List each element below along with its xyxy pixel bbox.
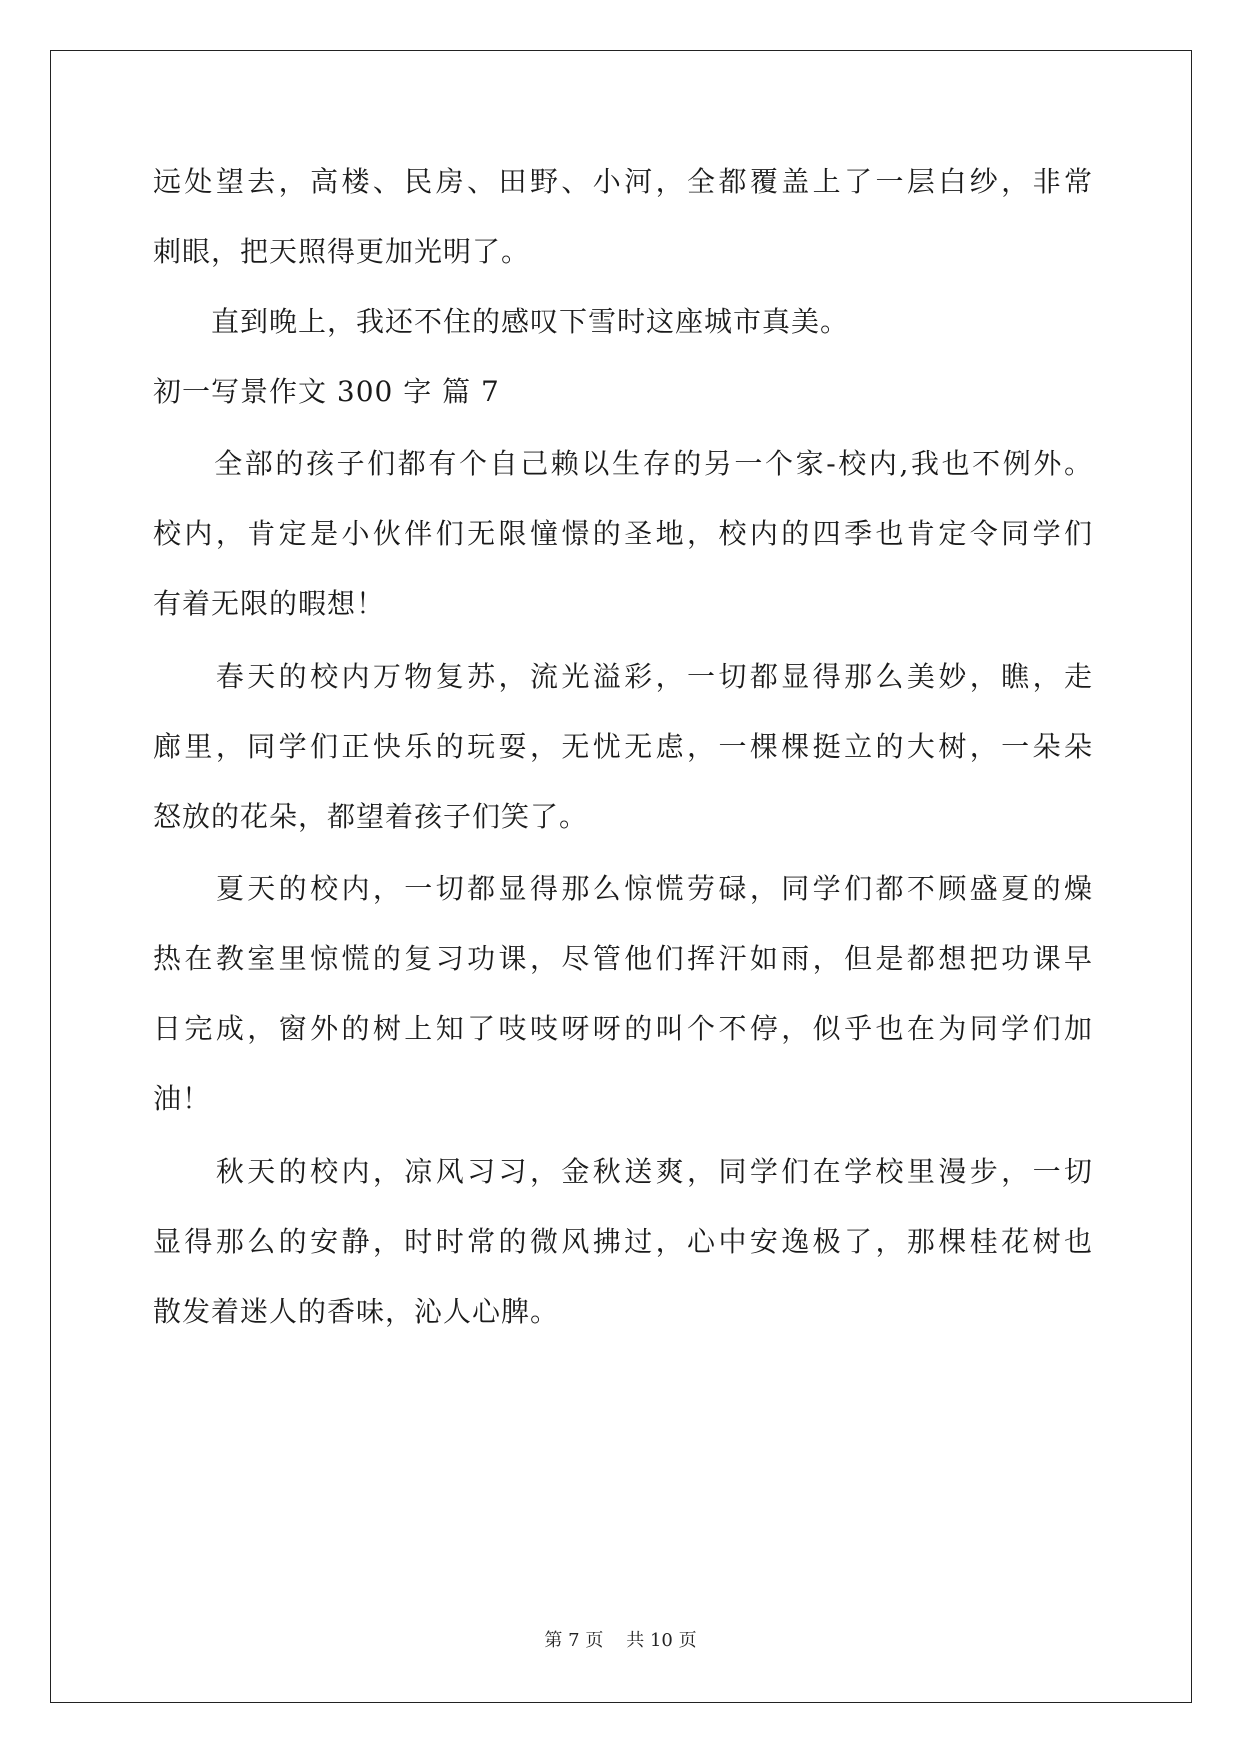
paragraph-line: 怒放的花朵，都望着孩子们笑了。 (153, 800, 589, 833)
paragraph-line: 刺眼，把天照得更加光明了。 (153, 235, 531, 268)
paragraph-line: 远处望去，高楼、民房、田野、小河，全都覆盖上了一层白纱，非常 (153, 165, 1093, 198)
paragraph-line: 油！ (153, 1082, 212, 1115)
paragraph-line: 廊里，同学们正快乐的玩耍，无忧无虑，一棵棵挺立的大树，一朵朵 (153, 730, 1093, 763)
paragraph-line: 全部的孩子们都有个自己赖以生存的另一个家-校内,我也不例外。 (153, 447, 1093, 480)
paragraph-line: 显得那么的安静，时时常的微风拂过，心中安逸极了，那棵桂花树也 (153, 1225, 1093, 1258)
section-heading: 初一写景作文 300 字 篇 7 (153, 375, 500, 408)
page-footer (0, 1629, 1241, 1653)
page-number-total: 共 10 页 (626, 1630, 697, 1651)
paragraph-line: 日完成，窗外的树上知了吱吱呀呀的叫个不停，似乎也在为同学们加 (153, 1012, 1093, 1045)
paragraph-line: 热在教室里惊慌的复习功课，尽管他们挥汗如雨，但是都想把功课早 (153, 942, 1093, 975)
paragraph-line: 散发着迷人的香味，沁人心脾。 (153, 1295, 560, 1328)
paragraph-line: 校内，肯定是小伙伴们无限憧憬的圣地，校内的四季也肯定令同学们 (153, 517, 1093, 550)
paragraph-line: 春天的校内万物复苏，流光溢彩，一切都显得那么美妙，瞧，走 (153, 660, 1093, 693)
page-number-current: 第 7 页 (544, 1630, 604, 1651)
paragraph-line: 直到晚上，我还不住的感叹下雪时这座城市真美。 (153, 305, 850, 338)
paragraph-line: 夏天的校内，一切都显得那么惊慌劳碌，同学们都不顾盛夏的燥 (153, 872, 1093, 905)
paragraph-line: 秋天的校内，凉风习习，金秋送爽，同学们在学校里漫步，一切 (153, 1155, 1093, 1188)
paragraph-line: 有着无限的暇想！ (153, 587, 386, 620)
